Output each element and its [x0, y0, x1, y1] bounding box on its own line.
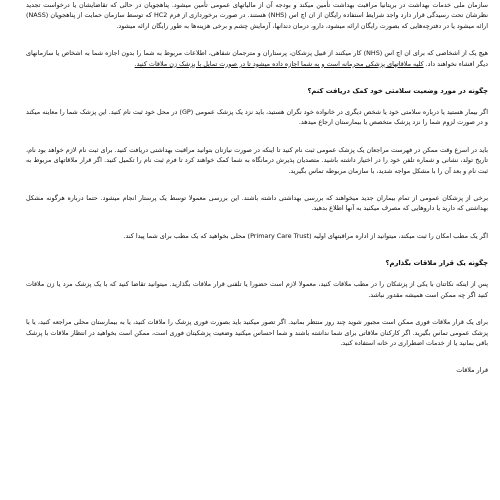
- confidentiality-underlined-text: کلیه ملاقاتهای پزشکی محرمانه است و به شما اجازه داده میشود تا در صورت تمایل با پزشک زن ملاقات کنید.: [134, 59, 424, 68]
- heading-get-help: چگونه در مورد وضعیت سلامتی خود کمک دریافت کنم؟: [307, 87, 488, 96]
- paragraph-health-check: برخی از پزشکان عمومی از تمام بیماران جدید میخواهند که بررسی بهداشتی داشته باشند. این بررسی معمولا توسط یک پرستار انجام میشود. حتما درباره هرگونه مشکل بهداشتی که دارید یا داروهایی که مصرف میکنید به آنها اطلاع بدهید.: [26, 194, 488, 213]
- paragraph-register-gp: اگر بیمار هستید یا درباره سلامتی خود یا شخص دیگری در خانواده خود نگران هستید، باید نزد یک پزشک عمومی (GP) در محل خود ثبت نام کنید. این پزشک شما را معاینه میکند و در صورت لزوم شما را نزد پزشک متخصص یا بیمارستان ارجاع میدهد.: [26, 108, 488, 127]
- paragraph-cut-off: قرار ملاقات: [456, 366, 488, 375]
- document-body: [26, 0, 488, 393]
- heading-appointment: چگونه یک قرار ملاقات بگذارم؟: [385, 259, 488, 268]
- confidentiality-text: هیچ یک از اشخاصی که برای ان اچ اس (NHS) کار میکنند از قبیل پزشکان، پرستاران و مترجمان شفاهی، اطلاعات مربوط به شما را بدون اجازه شما به اشخاص یا سازمانهای دیگر افشاء نخواهند داد.: [26, 49, 489, 68]
- paragraph-make-appointment: پس از اینکه نکاتتان با یکی از پزشکان را در مطب ملاقات کنید، معمولا لازم است حضورا یا تلفنی قرار ملاقات بگذارید. میتوانید تقاضا کنید که با یک پزشک مرد یا زن ملاقات کنید اگر چه ممکن است همیشه مقدور نباشد.: [26, 280, 488, 299]
- paragraph-nhs-intro: سازمان ملی خدمات بهداشت در بریتانیا مراقبت بهداشت تأمین میکند و بودجه آن از مالیاتهای عمومی تأمین میشود. پناهجویان در حالی که تقاضایشان یا درخواست تجدید نظرشان تحت رسیدگی قرار دارد واجد شرایط استفاده رایگان از ان اچ اس (NHS) هستند. در صورت برخورداری از فرم HC2 که توسط سازمان حمایت از پناهجویان (NASS) ارائه میشود یا در دفترچه‌هایی که بصورت رایگان ارائه میشود، دارو، درمان دندانها، آزمایش چشم و برخی هزینه‌ها به طور رایگان ارائه میشود.: [26, 1, 488, 30]
- paragraph-primary-care-trust: اگر یک مطب امکان را ثبت میکند، میتوانید از اداره مراقبتهای اولیه (Primary Care Trust) محلی بخواهید که یک مطب برای شما پیدا کند.: [123, 231, 488, 240]
- paragraph-confidentiality: [26, 48, 488, 69]
- paragraph-urgent-appointment: برای یک قرار ملاقات فوری ممکن است مجبور شوید چند روز منتظر بمانید. اگر تصور میکنید باید بصورت فوری پزشک را ملاقات کنید، یا به بیمارستان محلی مراجعه کنید، یا با پزشک عمومی تماس بگیرید. اگر کارکنان ملاقاتی برای شما نداشته باشند و شما احساس میکنید وضعیت پزشکیتان فوری است، ممکن است بخواهید در انتظار ملاقات با پزشک باقی بمانید یا از خدمات اضطراری در خانه استفاده کنید.: [26, 318, 488, 347]
- paragraph-registration-details: باید در اسرع وقت ممکن در فهرست مراجعان یک پزشک عمومی ثبت نام کنید تا اینکه در صورت نیازتان بتوانید مراقبت بهداشتی دریافت کنید. برای ثبت نام لازم خواهد بود نام، تاریخ تولد، نشانی و شماره تلفن خود را در اختیار داشته باشید. متصدیان پذیرش درمانگاه به شما کمک خواهند کرد تا فرم ثبت نام را تکمیل کنید. اگر قرار ملاقاتهای مربوط به ثبت نام و بعد آن را با مشکل مواجه شدید، با سازمان مربوطه تماس بگیرید.: [26, 145, 488, 175]
